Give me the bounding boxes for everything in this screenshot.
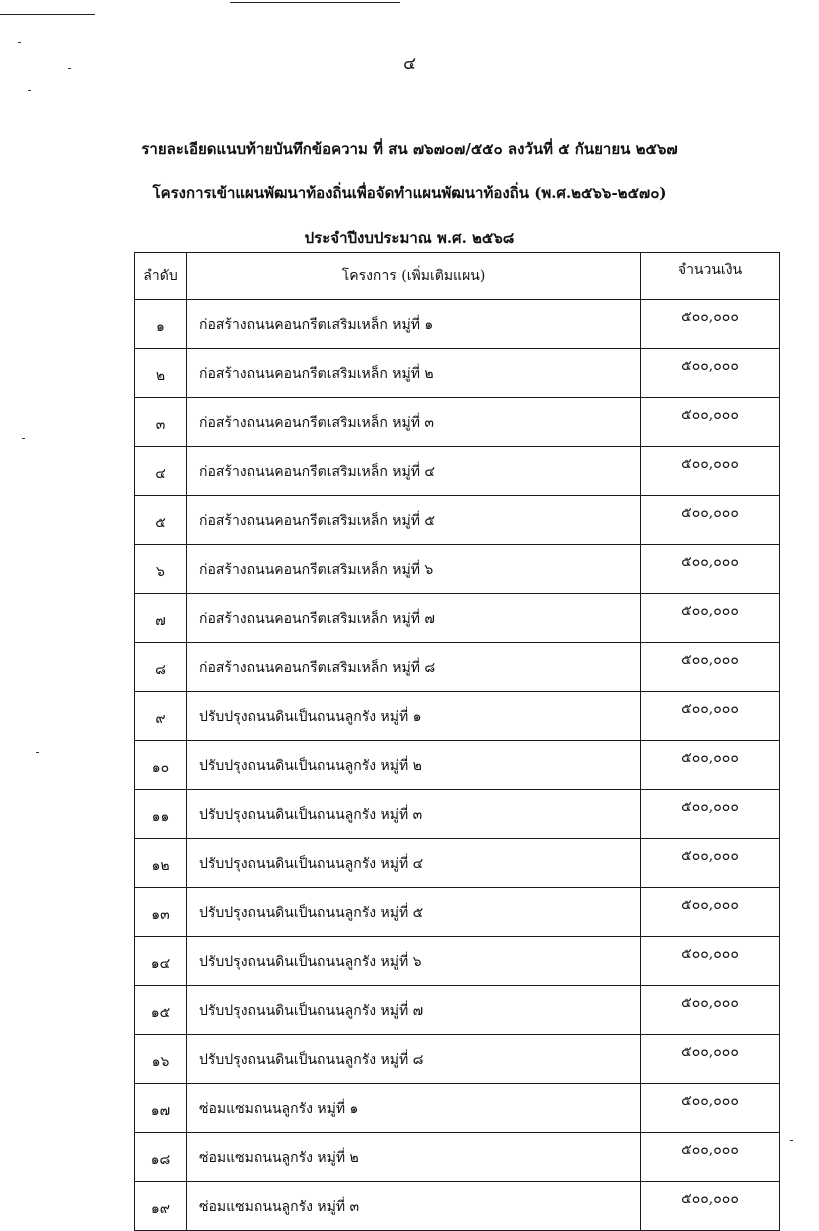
- table-row: [135, 300, 780, 349]
- table-body: [135, 300, 780, 1231]
- row-project: ก่อสร้างถนนคอนกรีตเสริมเหล็ก หมู่ที่ ๖: [187, 545, 641, 594]
- row-project: ปรับปรุงถนนดินเป็นถนนลูกรัง หมู่ที่ ๓: [187, 790, 641, 839]
- row-amount: ๕๐๐,๐๐๐: [641, 349, 780, 398]
- table-row: [135, 447, 780, 496]
- row-project: ก่อสร้างถนนคอนกรีตเสริมเหล็ก หมู่ที่ ๘: [187, 643, 641, 692]
- row-project: ก่อสร้างถนนคอนกรีตเสริมเหล็ก หมู่ที่ ๒: [187, 349, 641, 398]
- page-number: ๔: [403, 54, 416, 74]
- table-row: [135, 349, 780, 398]
- row-number: ๑๐: [135, 741, 187, 790]
- table-row: [135, 937, 780, 986]
- row-amount: ๕๐๐,๐๐๐: [641, 496, 780, 545]
- project-table: [134, 252, 780, 1231]
- document-title: รายละเอียดแนบท้ายบันทึกข้อความ ที่ สน ๗๖๗๐๗/๕๕๐ ลงวันที่ ๕ กันยายน ๒๕๖๗: [141, 140, 678, 158]
- row-amount: ๕๐๐,๐๐๐: [641, 986, 780, 1035]
- table-row: [135, 496, 780, 545]
- table-row: [135, 1035, 780, 1084]
- row-project: ซ่อมแซมถนนลูกรัง หมู่ที่ ๓: [187, 1182, 641, 1231]
- row-project: ปรับปรุงถนนดินเป็นถนนลูกรัง หมู่ที่ ๗: [187, 986, 641, 1035]
- table-row: [135, 545, 780, 594]
- row-number: ๑๖: [135, 1035, 187, 1084]
- header-project: โครงการ (เพิ่มเติมแผน): [187, 253, 641, 300]
- row-amount: ๕๐๐,๐๐๐: [641, 1084, 780, 1133]
- row-number: ๔: [135, 447, 187, 496]
- document-subtitle: โครงการเข้าแผนพัฒนาท้องถิ่นเพื่อจัดทำแผนพัฒนาท้องถิ่น (พ.ศ.๒๕๖๖-๒๕๗๐): [152, 184, 667, 202]
- row-project: ปรับปรุงถนนดินเป็นถนนลูกรัง หมู่ที่ ๖: [187, 937, 641, 986]
- row-number: ๑๗: [135, 1084, 187, 1133]
- row-amount: ๕๐๐,๐๐๐: [641, 741, 780, 790]
- row-number: ๓: [135, 398, 187, 447]
- row-project: ก่อสร้างถนนคอนกรีตเสริมเหล็ก หมู่ที่ ๓: [187, 398, 641, 447]
- row-project: ก่อสร้างถนนคอนกรีตเสริมเหล็ก หมู่ที่ ๔: [187, 447, 641, 496]
- row-amount: ๕๐๐,๐๐๐: [641, 300, 780, 349]
- row-number: ๑๔: [135, 937, 187, 986]
- row-project: ปรับปรุงถนนดินเป็นถนนลูกรัง หมู่ที่ ๒: [187, 741, 641, 790]
- row-amount: ๕๐๐,๐๐๐: [641, 692, 780, 741]
- row-number: ๑๓: [135, 888, 187, 937]
- row-amount: ๕๐๐,๐๐๐: [641, 447, 780, 496]
- row-project: ปรับปรุงถนนดินเป็นถนนลูกรัง หมู่ที่ ๕: [187, 888, 641, 937]
- row-amount: ๕๐๐,๐๐๐: [641, 643, 780, 692]
- header-no: ลำดับ: [135, 253, 187, 300]
- row-number: ๑๒: [135, 839, 187, 888]
- row-number: ๖: [135, 545, 187, 594]
- row-project: ปรับปรุงถนนดินเป็นถนนลูกรัง หมู่ที่ ๑: [187, 692, 641, 741]
- scan-speck: [36, 752, 39, 753]
- fiscal-year-heading: ประจำปีงบประมาณ พ.ศ. ๒๕๖๘: [304, 229, 515, 247]
- scan-speck: [28, 90, 31, 91]
- row-amount: ๕๐๐,๐๐๐: [641, 1182, 780, 1231]
- scan-edge-line: [0, 14, 95, 15]
- table-header-row: [135, 253, 780, 300]
- row-number: ๘: [135, 643, 187, 692]
- scan-speck: [22, 438, 25, 439]
- header-amount: จำนวนเงิน: [641, 253, 780, 300]
- row-amount: ๕๐๐,๐๐๐: [641, 1133, 780, 1182]
- row-project: ซ่อมแซมถนนลูกรัง หมู่ที่ ๒: [187, 1133, 641, 1182]
- row-amount: ๕๐๐,๐๐๐: [641, 937, 780, 986]
- row-amount: ๕๐๐,๐๐๐: [641, 888, 780, 937]
- table-row: [135, 1182, 780, 1231]
- scan-speck: [18, 42, 21, 43]
- table-row: [135, 790, 780, 839]
- row-number: ๑๘: [135, 1133, 187, 1182]
- row-number: ๙: [135, 692, 187, 741]
- row-number: ๑๑: [135, 790, 187, 839]
- row-number: ๒: [135, 349, 187, 398]
- table-row: [135, 594, 780, 643]
- row-number: ๕: [135, 496, 187, 545]
- row-project: ก่อสร้างถนนคอนกรีตเสริมเหล็ก หมู่ที่ ๕: [187, 496, 641, 545]
- row-amount: ๕๐๐,๐๐๐: [641, 1035, 780, 1084]
- row-amount: ๕๐๐,๐๐๐: [641, 545, 780, 594]
- table-row: [135, 1133, 780, 1182]
- row-project: ก่อสร้างถนนคอนกรีตเสริมเหล็ก หมู่ที่ ๗: [187, 594, 641, 643]
- row-amount: ๕๐๐,๐๐๐: [641, 594, 780, 643]
- row-project: ปรับปรุงถนนดินเป็นถนนลูกรัง หมู่ที่ ๘: [187, 1035, 641, 1084]
- row-number: ๑: [135, 300, 187, 349]
- table-row: [135, 839, 780, 888]
- table-row: [135, 692, 780, 741]
- table-row: [135, 986, 780, 1035]
- row-amount: ๕๐๐,๐๐๐: [641, 839, 780, 888]
- scan-edge-line: [230, 2, 400, 3]
- table-row: [135, 398, 780, 447]
- row-number: ๗: [135, 594, 187, 643]
- row-number: ๑๙: [135, 1182, 187, 1231]
- row-amount: ๕๐๐,๐๐๐: [641, 398, 780, 447]
- table-row: [135, 643, 780, 692]
- table-row: [135, 1084, 780, 1133]
- table-row: [135, 888, 780, 937]
- row-project: ซ่อมแซมถนนลูกรัง หมู่ที่ ๑: [187, 1084, 641, 1133]
- row-number: ๑๕: [135, 986, 187, 1035]
- row-amount: ๕๐๐,๐๐๐: [641, 790, 780, 839]
- table-row: [135, 741, 780, 790]
- row-project: ก่อสร้างถนนคอนกรีตเสริมเหล็ก หมู่ที่ ๑: [187, 300, 641, 349]
- scan-speck: [790, 1140, 793, 1141]
- row-project: ปรับปรุงถนนดินเป็นถนนลูกรัง หมู่ที่ ๔: [187, 839, 641, 888]
